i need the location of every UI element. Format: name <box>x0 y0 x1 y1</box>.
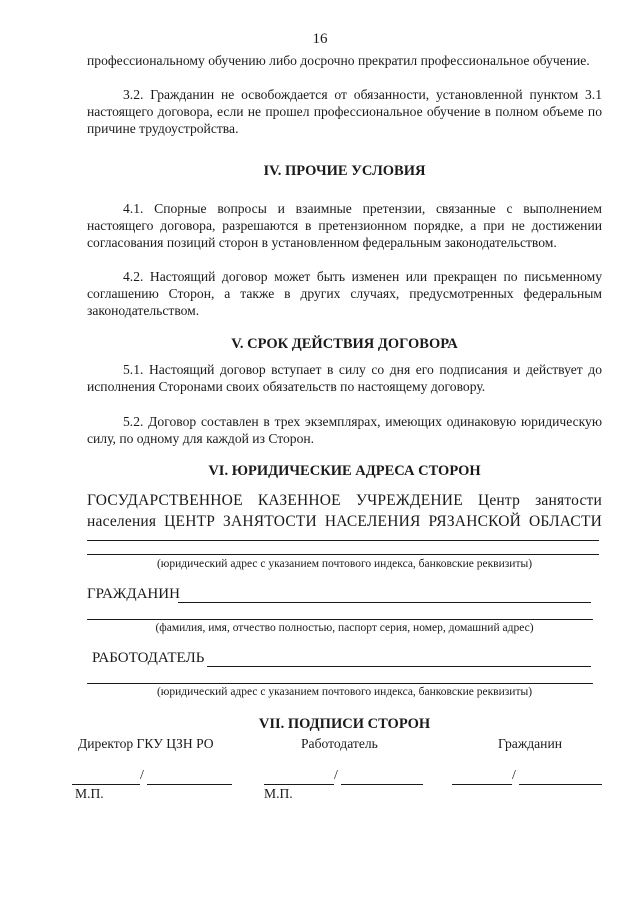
employer-label: РАБОТОДАТЕЛЬ <box>92 650 205 666</box>
section-7-title: VII. ПОДПИСИ СТОРОН <box>258 716 431 732</box>
page-number: 16 <box>312 31 328 47</box>
citizen-line-2 <box>87 619 593 620</box>
section-5-title: V. СРОК ДЕЙСТВИЯ ДОГОВОРА <box>231 336 458 352</box>
paragraph-5-1-text: 5.1. Настоящий договор вступает в силу со дня его подписания и действует до исполнения Сторонами своих обязательств по настоящему договору. <box>87 362 602 394</box>
paragraph-5-2 <box>87 413 602 447</box>
citizen-signature-line <box>452 784 512 785</box>
paragraph-4-1 <box>87 200 602 251</box>
paragraph-5-2-text: 5.2. Договор составлен в трех экземплярах, имеющих одинаковую юридическую силу, по одному для каждой из Сторон. <box>87 414 602 446</box>
paragraph-4-2 <box>87 268 602 319</box>
paragraph-3-2 <box>87 86 602 137</box>
section-6-title: VI. ЮРИДИЧЕСКИЕ АДРЕСА СТОРОН <box>208 463 481 479</box>
paragraph-4-1-text: 4.1. Спорные вопросы и взаимные претензии, связанные с выполнением настоящего договора, разрешаются в претензионном порядке, а при не достижении согласования позиций сторон в установленном федеральным законодательством. <box>87 201 602 250</box>
director-signature-line <box>72 784 140 785</box>
stamp-place-director: М.П. <box>75 786 104 801</box>
citizen-slash: / <box>512 768 516 783</box>
signatory-employer: Работодатель <box>301 736 378 751</box>
paragraph-continuation: профессиональному обучению либо досрочно прекратил профессиональное обучение. <box>87 53 590 68</box>
citizen-name-line <box>519 784 602 785</box>
employer-line-1 <box>207 666 591 667</box>
org-address-line-2 <box>87 554 599 555</box>
citizen-caption: (фамилия, имя, отчество полностью, паспорт серия, номер, домашний адрес) <box>155 622 534 634</box>
section-4-title: IV. ПРОЧИЕ УСЛОВИЯ <box>263 163 426 179</box>
director-name-line <box>147 784 232 785</box>
org-address-line-1 <box>87 540 599 541</box>
employer-caption: (юридический адрес с указанием почтового индекса, банковские реквизиты) <box>156 686 533 698</box>
employer-name-line <box>341 784 423 785</box>
paragraph-3-2-text: 3.2. Гражданин не освобождается от обязанности, установленной пунктом 3.1 настоящего договора, если не прошел профессиональное обучение в полном объеме по причине трудоустройства. <box>87 87 602 136</box>
paragraph-4-2-text: 4.2. Настоящий договор может быть изменен или прекращен по письменному соглашению Сторон, а также в других случаях, предусмотренных федеральным законодательством. <box>87 269 602 318</box>
employer-line-2 <box>87 683 593 684</box>
citizen-line-1 <box>178 602 591 603</box>
org-address-caption: (юридический адрес с указанием почтового индекса, банковские реквизиты) <box>156 558 533 570</box>
stamp-place-employer: М.П. <box>264 786 293 801</box>
employer-slash: / <box>334 768 338 783</box>
citizen-label: ГРАЖДАНИН <box>87 586 180 602</box>
signatory-director: Директор ГКУ ЦЗН РО <box>78 736 214 751</box>
employer-signature-line <box>264 784 334 785</box>
paragraph-5-1 <box>87 361 602 395</box>
organization-name: ГОСУДАРСТВЕННОЕ КАЗЕННОЕ УЧРЕЖДЕНИЕ Центр занятости населения ЦЕНТР ЗАНЯТОСТИ НАСЕЛЕНИЯ РЯЗАНСКОЙ ОБЛАСТИ <box>87 492 602 530</box>
signatory-citizen: Гражданин <box>498 736 562 751</box>
director-slash: / <box>140 768 144 783</box>
